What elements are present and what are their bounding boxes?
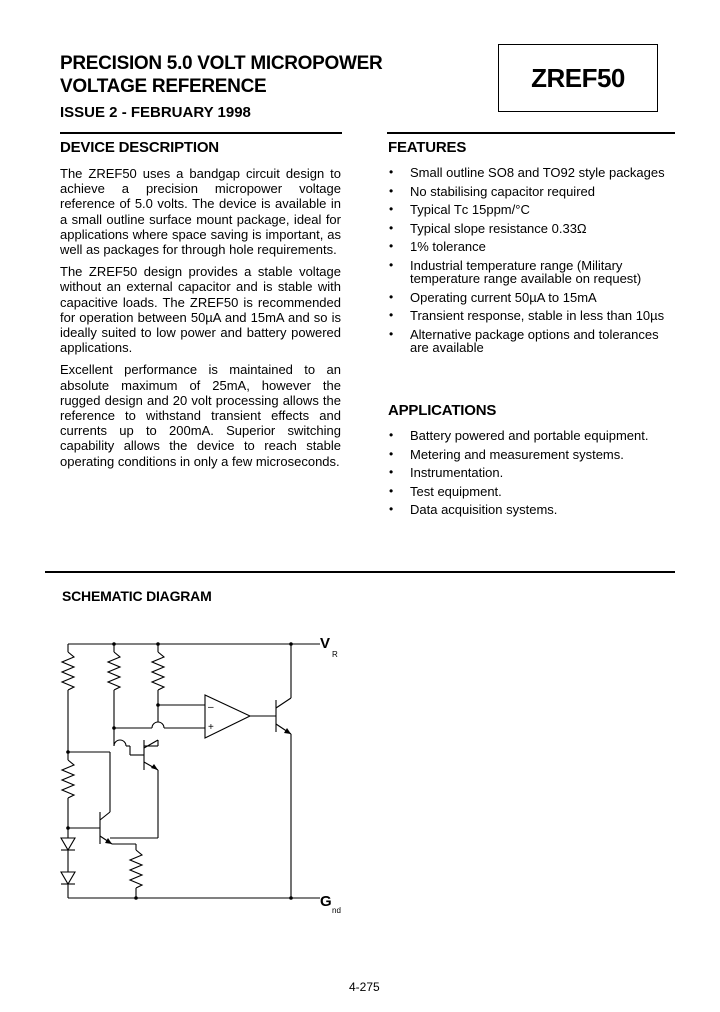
feature-item: • Industrial temperature range (Military temperature range available on request) [388, 259, 676, 286]
feature-item: • 1% tolerance [388, 240, 676, 254]
vr-label: V [320, 635, 331, 652]
part-number: ZREF50 [531, 62, 625, 93]
application-item: • Metering and measurement systems. [388, 448, 676, 462]
gnd-label-sub: nd [332, 906, 341, 915]
schematic-rule [45, 571, 675, 573]
title-line-1: PRECISION 5.0 VOLT MICROPOWER [60, 53, 383, 74]
application-item: • Test equipment. [388, 485, 676, 499]
document-title [60, 52, 480, 98]
feature-item: • No stabilising capacitor required [388, 185, 676, 199]
op-amp-minus: – [208, 702, 214, 713]
application-item: • Data acquisition systems. [388, 503, 676, 517]
feature-item: • Small outline SO8 and TO92 style packages [388, 166, 676, 180]
features-heading: FEATURES [388, 139, 467, 156]
description-body [60, 166, 341, 476]
description-paragraph: The ZREF50 uses a bandgap circuit design to achieve a precision micropower voltage reference of 5.0 volts. The device is available in a small outline surface mount package, ideal for applications where space saving is important, as well as packages for through hole requirements. [60, 166, 341, 258]
resistor-5 [130, 850, 142, 888]
description-rule [60, 132, 342, 134]
page-number: 4-275 [349, 980, 380, 994]
schematic-diagram [0, 620, 720, 920]
issue-date: ISSUE 2 - FEBRUARY 1998 [60, 104, 251, 121]
resistor-4 [152, 652, 164, 690]
description-paragraph: The ZREF50 design provides a stable voltage without an external capacitor and is stable with capacitive loads. The ZREF50 is recommended for operation between 50µA and 15mA and so is ideally suited to low power and battery powered applications. [60, 264, 341, 356]
applications-heading: APPLICATIONS [388, 402, 497, 419]
features-list [388, 166, 676, 360]
resistor-3 [108, 652, 120, 690]
schematic-heading: SCHEMATIC DIAGRAM [62, 588, 212, 604]
vr-label-sub: R [332, 650, 338, 659]
gnd-label: G [320, 893, 332, 910]
resistor-2 [62, 760, 74, 798]
feature-item: • Alternative package options and tolerances are available [388, 328, 676, 355]
op-amp-plus: + [208, 722, 214, 733]
application-item: • Battery powered and portable equipment. [388, 429, 676, 443]
description-heading: DEVICE DESCRIPTION [60, 139, 219, 156]
features-rule [387, 132, 675, 134]
applications-list [388, 429, 676, 522]
part-number-box [498, 44, 658, 112]
feature-item: • Operating current 50µA to 15mA [388, 291, 676, 305]
application-item: • Instrumentation. [388, 466, 676, 480]
feature-item: • Transient response, stable in less than 10µs [388, 309, 676, 323]
feature-item: • Typical slope resistance 0.33Ω [388, 222, 676, 236]
resistor-1 [62, 652, 74, 690]
title-line-2: VOLTAGE REFERENCE [60, 76, 267, 97]
feature-item: • Typical Tᴄ 15ppm/°C [388, 203, 676, 217]
description-paragraph: Excellent performance is maintained to an absolute maximum of 25mA, however the rugged design and 20 volt processing allows the reference to withstand transient effects and currents up to 200mA. Superior switching capability allows the device to reach stable operating conditions in only a few microseconds. [60, 362, 341, 469]
